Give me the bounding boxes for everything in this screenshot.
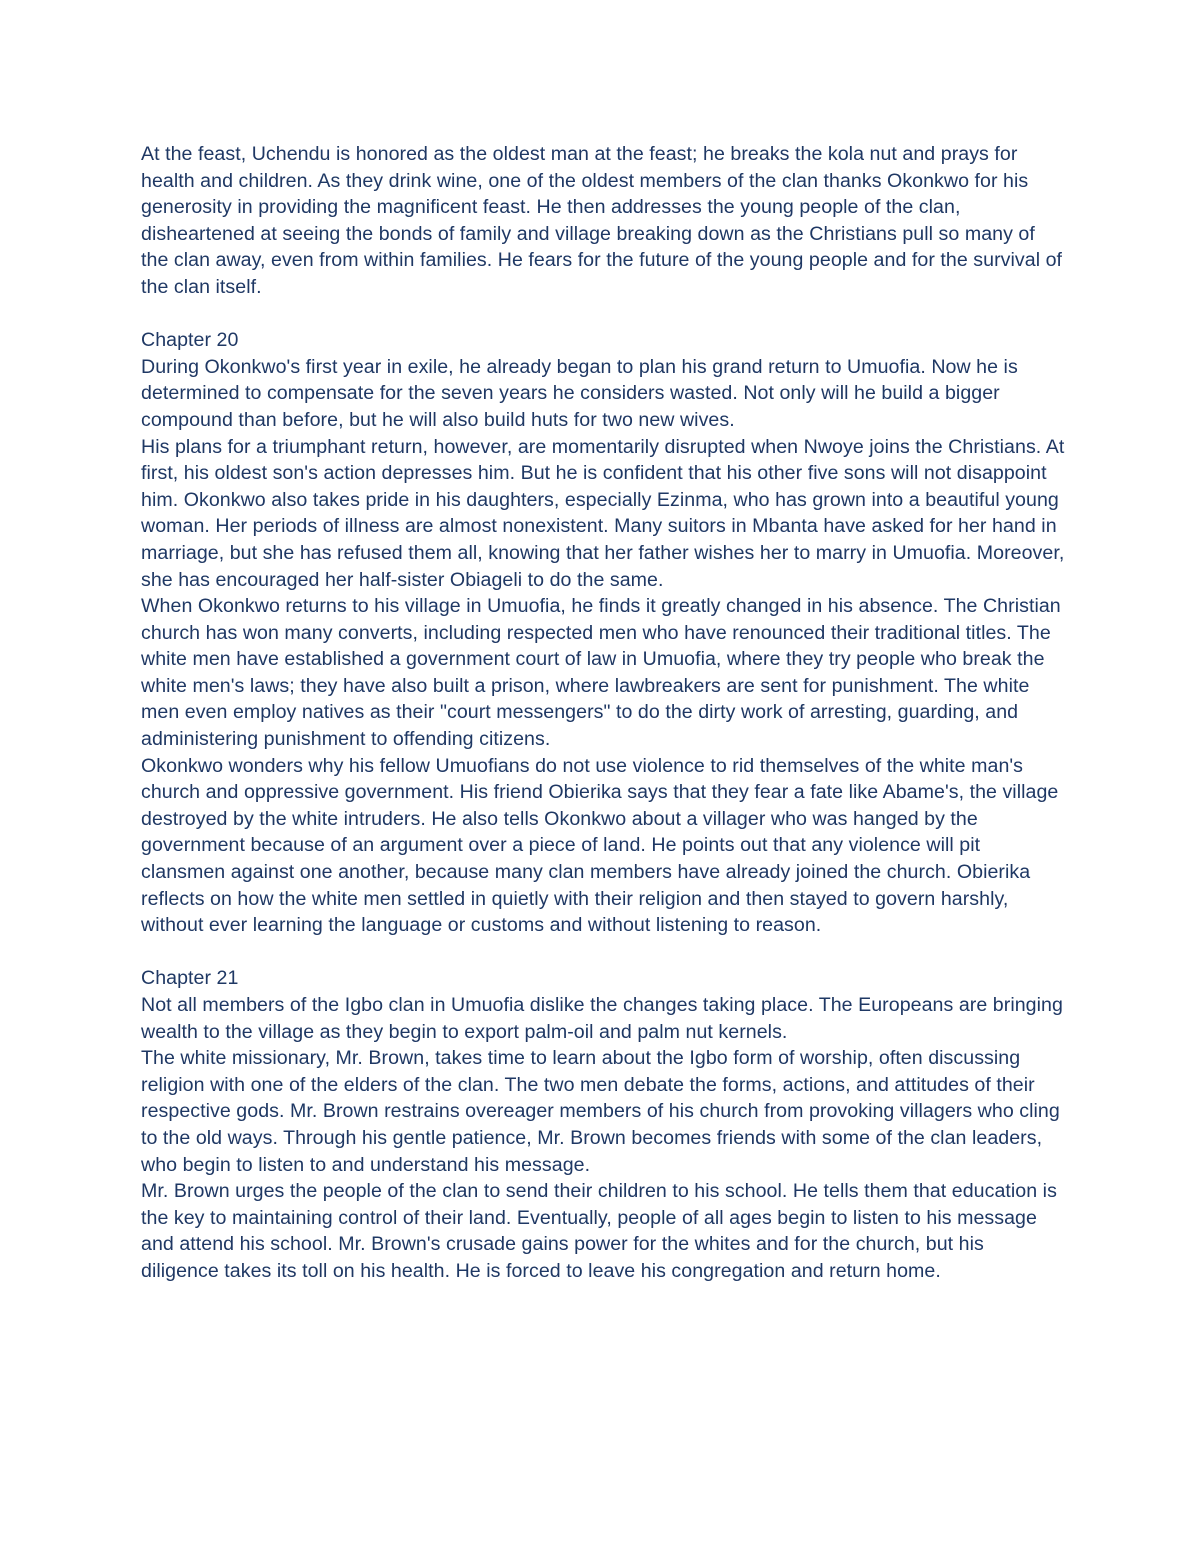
chapter-21-paragraph-1: Not all members of the Igbo clan in Umuofia dislike the changes taking place. The Europeans are bringing wealth to the village as they begin to export palm-oil and palm nut kernels. (141, 994, 1063, 1043)
chapter-21-section (141, 965, 1066, 1284)
chapter-21-paragraph-3: Mr. Brown urges the people of the clan to send their children to his school. He tells them that education is the key to maintaining control of their land. Eventually, people of all ages begin to listen to his message and attend his school. Mr. Brown's crusade gains power for the whites and for the church, but his diligence takes its toll on his health. He is forced to leave his congregation and return home. (141, 1180, 1057, 1282)
chapter-21-heading: Chapter 21 (141, 967, 239, 990)
chapter-20-paragraph-1: During Okonkwo's first year in exile, he already began to plan his grand return to Umuofia. Now he is determined to compensate for the seven years he considers wasted. Not only will he build a bigger compound than before, but he will also build huts for two new wives. (141, 355, 1018, 431)
paragraph-gap (141, 939, 1066, 966)
chapter-20-heading: Chapter 20 (141, 329, 239, 352)
document-page (141, 141, 1066, 1285)
chapter-20-paragraph-3: When Okonkwo returns to his village in Umuofia, he finds it greatly changed in his absence. The Christian church has won many converts, including respected men who have renounced their traditional titles. The white men have established a government court of law in Umuofia, where they try people who break the white men's laws; they have also built a prison, where lawbreakers are sent for punishment. The white men even employ natives as their "court messengers" to do the dirty work of arresting, guarding, and administering punishment to offending citizens. (141, 595, 1061, 751)
chapter-20-paragraph-2: His plans for a triumphant return, however, are momentarily disrupted when Nwoye joins the Christians. At first, his oldest son's action depresses him. But he is confident that his other five sons will not disappoint him. Okonkwo also takes pride in his daughters, especially Ezinma, who has grown into a beautiful young woman. Her periods of illness are almost nonexistent. Many suitors in Mbanta have asked for her hand in marriage, but she has refused them all, knowing that her father wishes her to marry in Umuofia. Moreover, she has encouraged her half-sister Obiageli to do the same. (141, 435, 1065, 591)
chapter-20-section (141, 327, 1066, 939)
paragraph-gap (141, 301, 1066, 328)
chapter-20-paragraph-4: Okonkwo wonders why his fellow Umuofians do not use violence to rid themselves of the white man's church and oppressive government. His friend Obierika says that they fear a fate like Abame's, the village destroyed by the white intruders. He also tells Okonkwo about a villager who was hanged by the government because of an argument over a piece of land. He points out that any violence will pit clansmen against one another, because many clan members have already joined the church. Obierika reflects on how the white men settled in quietly with their religion and then stayed to govern harshly, without ever learning the language or customs and without listening to reason. (141, 754, 1059, 937)
intro-paragraph: At the feast, Uchendu is honored as the oldest man at the feast; he breaks the kola nut and prays for health and children. As they drink wine, one of the oldest members of the clan thanks Okonkwo for his generosity in providing the magnificent feast. He then addresses the young people of the clan, disheartened at seeing the bonds of family and village breaking down as the Christians pull so many of the clan away, even from within families. He fears for the future of the young people and for the survival of the clan itself. (141, 143, 1063, 298)
chapter-21-paragraph-2: The white missionary, Mr. Brown, takes time to learn about the Igbo form of worship, often discussing religion with one of the elders of the clan. The two men debate the forms, actions, and attitudes of their respective gods. Mr. Brown restrains overeager members of his church from provoking villagers who cling to the old ways. Through his gentle patience, Mr. Brown becomes friends with some of the clan leaders, who begin to listen to and understand his message. (141, 1047, 1060, 1176)
